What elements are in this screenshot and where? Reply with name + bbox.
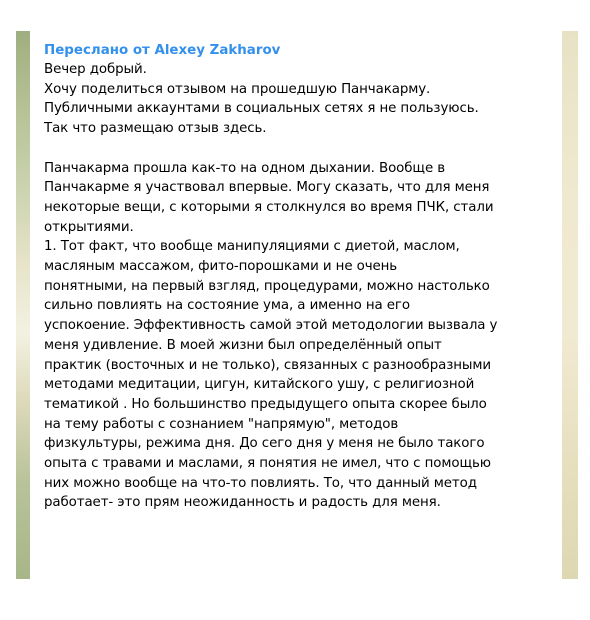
message-text: Вечер добрый. Хочу поделиться отзывом на прошедшую Панчакарму. Публичными аккаунтами в социальных сетях я не пользуюсь. Так что размещаю отзыв здесь. Панчакарма прошла как-то на одном дыхании. Вообще в Панчакарме я участвовал впервые. Могу сказать, что для меня некоторые вещи, с которыми я столкнулся во время ПЧК, стали открытиями. 1. Тот факт, что вообще манипуляциями с диетой, маслом, масляным массажом, фито-порошками и не очень понятными, на первый взгляд, процедурами, можно настолько сильно повлиять на состояние ума, а именно на его успокоение. Эффективность самой этой методологии вызвала у меня удивление. В моей жизни был определённый опыт практик (восточных и не только), связанных с разнообразными методами медитации, цигун, китайского ушу, с религиозной тематикой . Но большинство предыдущего опыта скорее было на тему работы с сознанием "напрямую", методов физкультуры, режима дня. До сего дня у меня не было такого опыта с травами и маслами, я понятия не имел, что с помощью них можно вообще на что-то повлиять. То, что данный метод работает- это прям неожиданность и радость для меня.	[44, 62, 498, 511]
chat-background-left	[16, 31, 30, 579]
forwarded-from-link[interactable]: Переслано от Alexey Zakharov	[44, 43, 281, 58]
message-bubble	[30, 31, 562, 579]
chat-background-right	[562, 31, 578, 579]
